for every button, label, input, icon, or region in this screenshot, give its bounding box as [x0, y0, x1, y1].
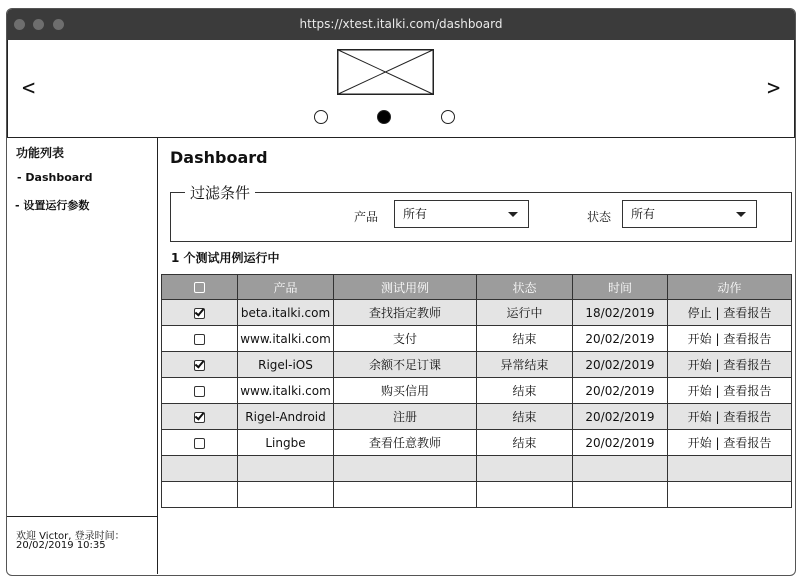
empty-cell [238, 456, 334, 482]
checkbox-icon[interactable] [194, 386, 205, 397]
row-select-cell[interactable] [162, 352, 238, 378]
cell-time: 20/02/2019 [573, 378, 668, 404]
cell-test-case: 查看任意教师 [334, 430, 477, 456]
filter-panel [170, 184, 792, 242]
cell-action [668, 430, 792, 456]
cell-product: www.italki.com [238, 378, 334, 404]
cell-action [668, 352, 792, 378]
row-select-cell[interactable] [162, 378, 238, 404]
cell-test-case: 注册 [334, 404, 477, 430]
action-separator: | [715, 332, 720, 346]
cell-test-case: 支付 [334, 326, 477, 352]
action-separator: | [715, 384, 720, 398]
header-time: 时间 [573, 275, 668, 300]
run-action-link[interactable]: 开始 [687, 410, 712, 424]
product-filter-select[interactable] [394, 200, 529, 228]
filter-legend: 过滤条件 [185, 182, 255, 203]
empty-cell [668, 482, 792, 508]
table-row [162, 352, 792, 378]
run-action-link[interactable]: 停止 [687, 306, 712, 320]
action-separator: | [715, 436, 720, 450]
page-title: Dashboard [170, 148, 268, 167]
row-select-cell[interactable] [162, 326, 238, 352]
empty-cell [334, 482, 477, 508]
sidebar [7, 138, 158, 574]
header-action: 动作 [668, 275, 792, 300]
empty-cell [238, 482, 334, 508]
checkbox-icon[interactable] [194, 334, 205, 345]
view-report-link[interactable]: 查看报告 [723, 410, 772, 424]
cell-time: 18/02/2019 [573, 300, 668, 326]
cell-status: 结束 [477, 430, 573, 456]
checkbox-icon[interactable] [194, 438, 205, 449]
cell-time: 20/02/2019 [573, 326, 668, 352]
cell-product: beta.italki.com [238, 300, 334, 326]
header-product: 产品 [238, 275, 334, 300]
cell-status: 异常结束 [477, 352, 573, 378]
empty-cell [477, 482, 573, 508]
carousel-dot[interactable] [314, 110, 328, 124]
view-report-link[interactable]: 查看报告 [723, 384, 772, 398]
carousel-prev-button[interactable]: < [22, 76, 36, 101]
carousel-banner [7, 40, 795, 138]
table-row [162, 326, 792, 352]
cell-status: 结束 [477, 378, 573, 404]
table-row [162, 456, 792, 482]
cell-test-case: 购买信用 [334, 378, 477, 404]
main-content [159, 138, 793, 574]
test-case-table [161, 274, 792, 508]
title-bar [7, 9, 795, 40]
status-filter-value: 所有 [631, 207, 656, 221]
table-row [162, 300, 792, 326]
cell-test-case: 查找指定教师 [334, 300, 477, 326]
sidebar-item-dashboard[interactable]: - Dashboard [17, 171, 93, 184]
cell-product: www.italki.com [238, 326, 334, 352]
action-separator: | [715, 358, 720, 372]
header-status: 状态 [477, 275, 573, 300]
cell-action [668, 404, 792, 430]
run-action-link[interactable]: 开始 [687, 358, 712, 372]
cell-product: Lingbe [238, 430, 334, 456]
sidebar-title: 功能列表 [16, 146, 65, 160]
cell-action [668, 326, 792, 352]
empty-cell [162, 456, 238, 482]
chevron-down-icon [736, 212, 746, 217]
checkbox-icon[interactable] [194, 360, 205, 371]
status-filter-label: 状态 [587, 210, 612, 224]
empty-cell [573, 456, 668, 482]
user-info [7, 516, 157, 575]
carousel-dot-active[interactable] [377, 110, 391, 124]
view-report-link[interactable]: 查看报告 [723, 332, 772, 346]
table-row [162, 378, 792, 404]
image-placeholder-icon [337, 49, 434, 95]
cell-test-case: 余额不足订课 [334, 352, 477, 378]
browser-window [6, 8, 796, 576]
table-row [162, 404, 792, 430]
product-filter-value: 所有 [403, 207, 428, 221]
checkbox-icon[interactable] [194, 308, 205, 319]
header-test-case: 测试用例 [334, 275, 477, 300]
view-report-link[interactable]: 查看报告 [723, 358, 772, 372]
row-select-cell[interactable] [162, 430, 238, 456]
empty-cell [477, 456, 573, 482]
status-filter-select[interactable] [622, 200, 757, 228]
address-bar[interactable]: https://xtest.italki.com/dashboard [299, 17, 503, 31]
cell-time: 20/02/2019 [573, 352, 668, 378]
view-report-link[interactable]: 查看报告 [723, 436, 772, 450]
checkbox-icon[interactable] [194, 282, 205, 293]
cell-status: 结束 [477, 326, 573, 352]
cell-action [668, 378, 792, 404]
run-action-link[interactable]: 开始 [687, 436, 712, 450]
header-select-all[interactable] [162, 275, 238, 300]
chevron-down-icon [508, 212, 518, 217]
empty-cell [334, 456, 477, 482]
table-header-row [162, 275, 792, 300]
welcome-text: 欢迎 Victor, 登录时间： [16, 531, 125, 542]
table-row [162, 482, 792, 508]
empty-cell [162, 482, 238, 508]
empty-cell [573, 482, 668, 508]
cell-time: 20/02/2019 [573, 404, 668, 430]
product-filter-label: 产品 [354, 210, 379, 224]
login-time: 20/02/2019 10:35 [16, 540, 106, 551]
run-action-link[interactable]: 开始 [687, 384, 712, 398]
cell-status: 结束 [477, 404, 573, 430]
carousel-dot[interactable] [441, 110, 455, 124]
checkbox-icon[interactable] [194, 412, 205, 423]
view-report-link[interactable]: 查看报告 [723, 306, 772, 320]
cell-product: Rigel-Android [238, 404, 334, 430]
carousel-next-button[interactable]: > [767, 76, 781, 101]
row-select-cell[interactable] [162, 300, 238, 326]
cell-status: 运行中 [477, 300, 573, 326]
empty-cell [668, 456, 792, 482]
table-row [162, 430, 792, 456]
cell-time: 20/02/2019 [573, 430, 668, 456]
cell-product: Rigel-iOS [238, 352, 334, 378]
run-action-link[interactable]: 开始 [687, 332, 712, 346]
action-separator: | [715, 410, 720, 424]
running-summary: 1 个测试用例运行中 [171, 251, 280, 265]
action-separator: | [715, 306, 720, 320]
cell-action [668, 300, 792, 326]
sidebar-item-settings[interactable]: - 设置运行参数 [15, 199, 90, 212]
row-select-cell[interactable] [162, 404, 238, 430]
